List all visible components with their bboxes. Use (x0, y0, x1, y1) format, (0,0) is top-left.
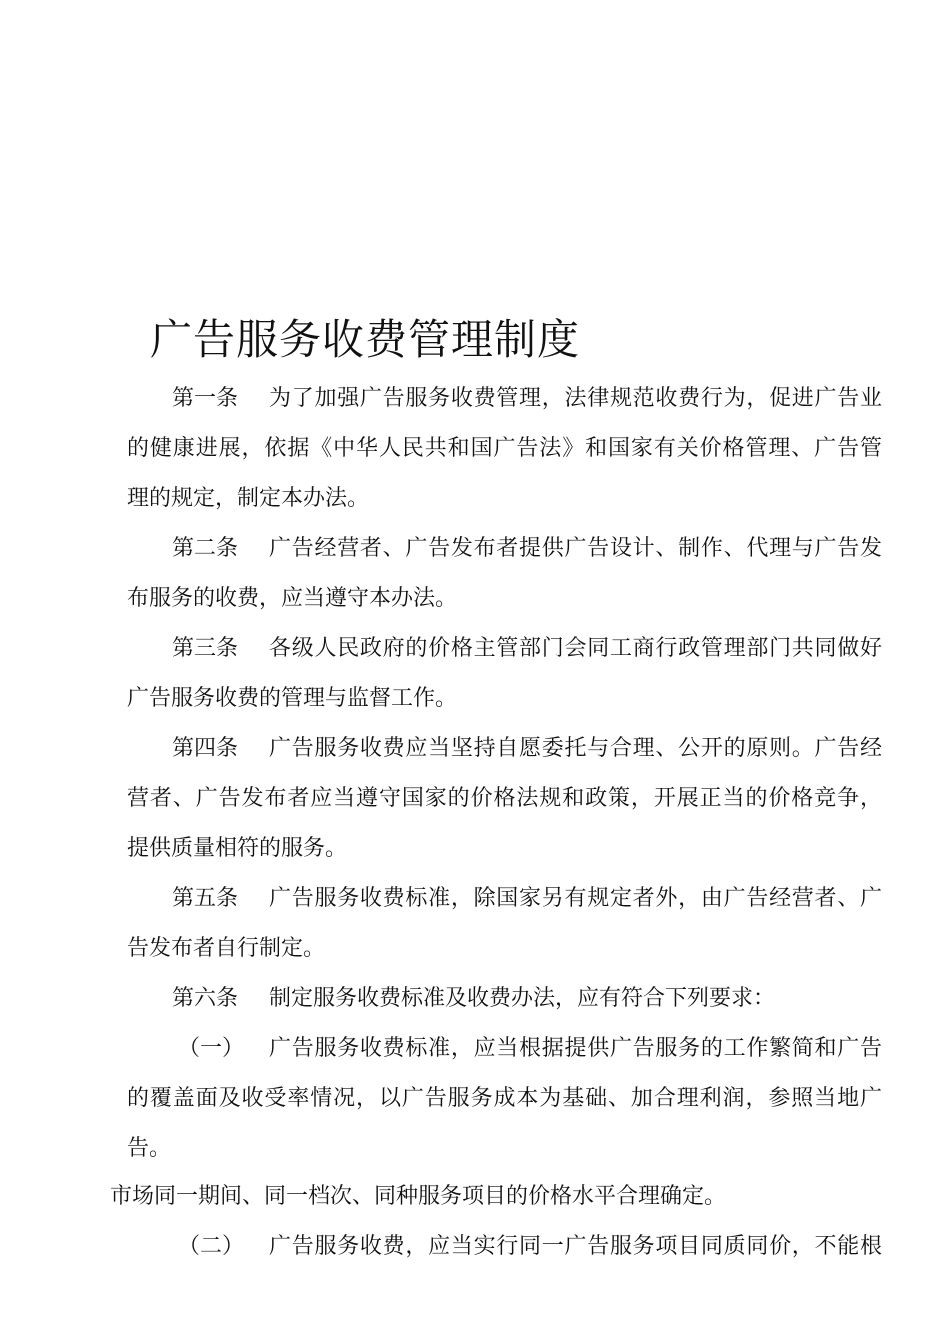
article-1-line-3: 理的规定，制定本办法。 (127, 486, 370, 511)
article-3-line-2: 广告服务收费的管理与监督工作。 (127, 686, 458, 711)
subitem-1-line-2: 的覆盖面及收受率情况，以广告服务成本为基础、加合理利润，参照当地广 (127, 1086, 882, 1111)
article-3-label: 第三条 (172, 636, 239, 661)
article-4-line-1: 广告服务收费应当坚持自愿委托与合理、公开的原则。广告经 (269, 736, 882, 761)
page-title: 广告服务收费管理制度 (150, 315, 581, 364)
article-4-line-2: 营者、广告发布者应当遵守国家的价格法规和政策，开展正当的价格竞争， (127, 786, 882, 811)
article-4-label: 第四条 (172, 736, 239, 761)
article-3-line-1: 各级人民政府的价格主管部门会同工商行政管理部门共同做好 (269, 636, 882, 661)
subitem-2-line-1: 广告服务收费，应当实行同一广告服务项目同质同价，不能根 (269, 1234, 882, 1259)
article-2-line-2: 布服务的收费，应当遵守本办法。 (127, 586, 458, 611)
article-6-label: 第六条 (172, 986, 239, 1011)
subitem-1-line-1: 广告服务收费标准，应当根据提供广告服务的工作繁简和广告 (269, 1036, 882, 1061)
article-4-line-3: 提供质量相符的服务。 (127, 836, 348, 861)
subitem-1-line-3: 告。 (127, 1136, 172, 1161)
subitem-1-line-4: 市场同一期间、同一档次、同种服务项目的价格水平合理确定。 (110, 1184, 727, 1209)
article-1-line-1: 为了加强广告服务收费管理，法律规范收费行为，促进广告业 (269, 386, 882, 411)
article-6-line-1: 制定服务收费标准及收费办法，应有符合下列要求： (269, 986, 776, 1011)
subitem-1-label: （一） (178, 1036, 245, 1061)
article-2-label: 第二条 (172, 536, 239, 561)
article-5-line-2: 告发布者自行制定。 (127, 936, 326, 961)
subitem-2-label: （二） (178, 1234, 245, 1259)
article-5-label: 第五条 (172, 886, 239, 911)
article-2-line-1: 广告经营者、广告发布者提供广告设计、制作、代理与广告发 (269, 536, 882, 561)
article-1-label: 第一条 (172, 386, 239, 411)
article-1-line-2: 的健康进展，依据《中华人民共和国广告法》和国家有关价格管理、广告管 (127, 436, 882, 461)
article-5-line-1: 广告服务收费标准，除国家另有规定者外，由广告经营者、广 (269, 886, 882, 911)
